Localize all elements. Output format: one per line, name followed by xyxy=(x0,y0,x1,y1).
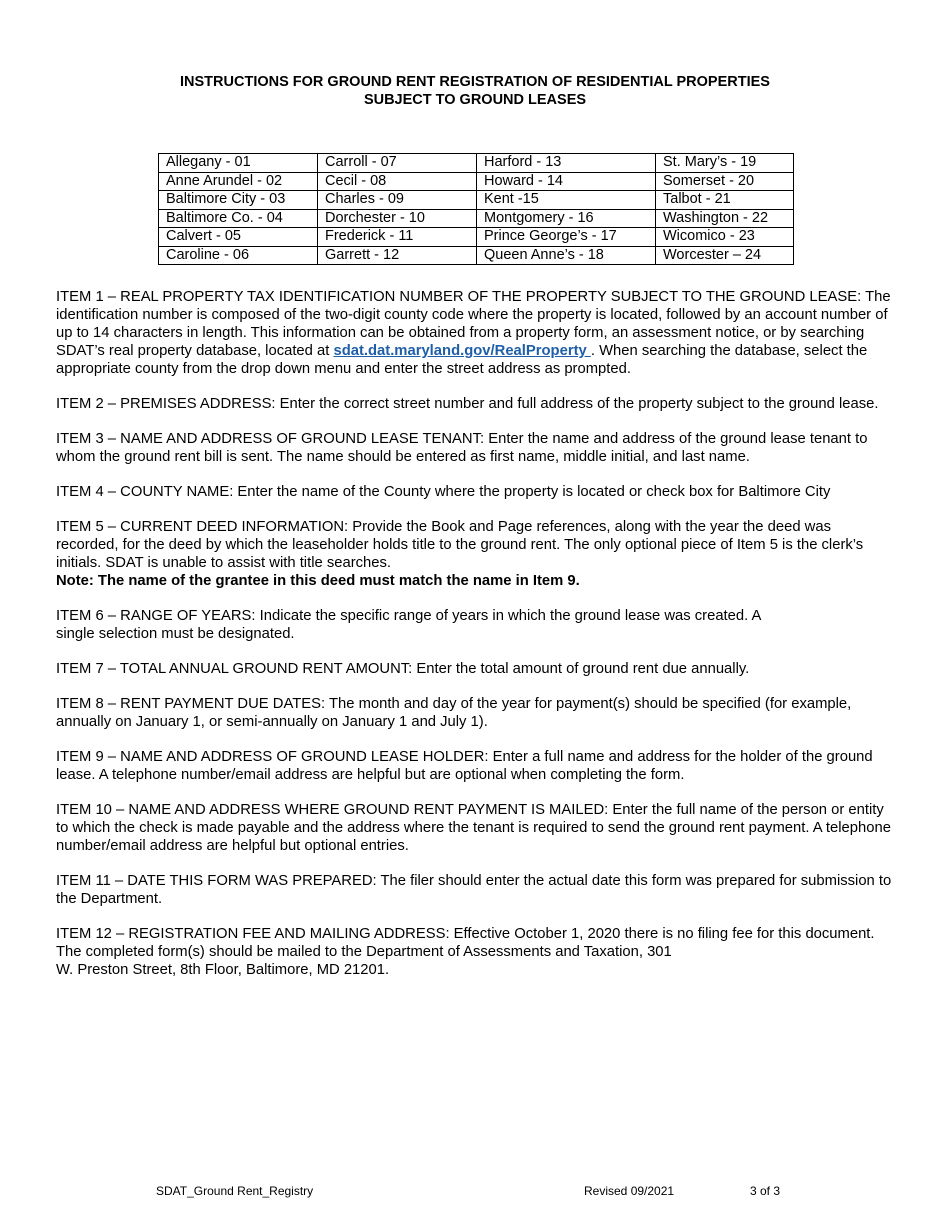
county-cell: Calvert - 05 xyxy=(159,228,318,247)
county-cell: Somerset - 20 xyxy=(656,172,794,191)
county-cell: St. Mary’s - 19 xyxy=(656,154,794,173)
county-row xyxy=(159,172,794,191)
item-3: ITEM 3 – NAME AND ADDRESS OF GROUND LEASE TENANT: Enter the name and address of the ground lease tenant to whom the ground rent bill is sent. The name should be entered as first name, middle initial, and last name. xyxy=(56,431,868,465)
county-cell: Baltimore Co. - 04 xyxy=(159,209,318,228)
county-cell: Caroline - 06 xyxy=(159,246,318,265)
footer-page-number: 3 of 3 xyxy=(750,1184,781,1198)
county-cell: Frederick - 11 xyxy=(318,228,477,247)
county-cell: Montgomery - 16 xyxy=(477,209,656,228)
sdat-real-property-link[interactable]: sdat.dat.maryland.gov/RealProperty xyxy=(333,343,591,359)
county-cell: Carroll - 07 xyxy=(318,154,477,173)
county-cell: Allegany - 01 xyxy=(159,154,318,173)
county-cell: Howard - 14 xyxy=(477,172,656,191)
county-row xyxy=(159,191,794,210)
county-row xyxy=(159,209,794,228)
item-6: ITEM 6 – RANGE OF YEARS: Indicate the specific range of years in which the ground lease was created. A single selection must be designated. xyxy=(56,608,762,642)
footer-form-name: SDAT_Ground Rent_Registry xyxy=(156,1184,314,1198)
item-9: ITEM 9 – NAME AND ADDRESS OF GROUND LEASE HOLDER: Enter a full name and address for the holder of the ground lease. A telephone number/email address are helpful but are optional when completing the form. xyxy=(56,749,873,783)
item-5-note: Note: The name of the grantee in this deed must match the name in Item 9. xyxy=(56,573,580,589)
county-cell: Dorchester - 10 xyxy=(318,209,477,228)
item-8: ITEM 8 – RENT PAYMENT DUE DATES: The month and day of the year for payment(s) should be specified (for example, annually on January 1, or semi-annually on January 1 and July 1). xyxy=(56,696,852,730)
county-cell: Garrett - 12 xyxy=(318,246,477,265)
item-4: ITEM 4 – COUNTY NAME: Enter the name of the County where the property is located or check box for Baltimore City xyxy=(56,484,831,500)
item-7: ITEM 7 – TOTAL ANNUAL GROUND RENT AMOUNT: Enter the total amount of ground rent due annually. xyxy=(56,661,750,677)
county-cell: Talbot - 21 xyxy=(656,191,794,210)
county-cell: Prince George’s - 17 xyxy=(477,228,656,247)
county-cell: Wicomico - 23 xyxy=(656,228,794,247)
county-row xyxy=(159,228,794,247)
title-line-1: INSTRUCTIONS FOR GROUND RENT REGISTRATION OF RESIDENTIAL PROPERTIES xyxy=(180,74,770,90)
county-row xyxy=(159,246,794,265)
county-cell: Washington - 22 xyxy=(656,209,794,228)
item-11: ITEM 11 – DATE THIS FORM WAS PREPARED: The filer should enter the actual date this form was prepared for submission to the Department. xyxy=(56,873,892,907)
footer-revised: Revised 09/2021 xyxy=(584,1184,675,1198)
item-2: ITEM 2 – PREMISES ADDRESS: Enter the correct street number and full address of the property subject to the ground lease. xyxy=(56,396,879,412)
county-cell: Anne Arundel - 02 xyxy=(159,172,318,191)
title-line-2: SUBJECT TO GROUND LEASES xyxy=(363,92,587,108)
county-code-table xyxy=(158,153,794,265)
county-cell: Cecil - 08 xyxy=(318,172,477,191)
county-cell: Harford - 13 xyxy=(477,154,656,173)
county-cell: Queen Anne’s - 18 xyxy=(477,246,656,265)
county-row xyxy=(159,154,794,173)
instructions-body xyxy=(56,288,896,996)
page-title xyxy=(0,73,950,109)
county-cell: Kent -15 xyxy=(477,191,656,210)
item-10: ITEM 10 – NAME AND ADDRESS WHERE GROUND RENT PAYMENT IS MAILED: Enter the full name of the person or entity to which the check is made payable and the address where the tenant is required to send the ground rent payment. A telephone number/email address are helpful but optional entries. xyxy=(56,802,891,854)
item-12: ITEM 12 – REGISTRATION FEE AND MAILING ADDRESS: Effective October 1, 2020 there is no filing fee for this document. The completed form(s) should be mailed to the Department of Assessments and Taxation, 301 W. Preston Street, 8th Floor, Baltimore, MD 21201. xyxy=(56,926,875,978)
county-cell: Baltimore City - 03 xyxy=(159,191,318,210)
item-1: ITEM 1 – REAL PROPERTY TAX IDENTIFICATION NUMBER OF THE PROPERTY SUBJECT TO THE GROUND LEASE: The identification number is composed of the two-digit county code where the property is located, followed by an account number of up to 14 characters in length. This information can be obtained from a property form, an assessment notice, or by searching SDAT’s real property database, located at sdat.dat.maryland.gov/RealProperty . When searching the database, select the appropriate county from the drop down menu and enter the street address as prompted. xyxy=(56,289,891,377)
county-cell: Worcester – 24 xyxy=(656,246,794,265)
item-5: ITEM 5 – CURRENT DEED INFORMATION: Provide the Book and Page references, along with the year the deed was recorded, for the deed by which the leaseholder holds title to the ground rent. The only optional piece of Item 5 is the clerk’s initials. SDAT is unable to assist with title searches. xyxy=(56,519,864,571)
county-cell: Charles - 09 xyxy=(318,191,477,210)
